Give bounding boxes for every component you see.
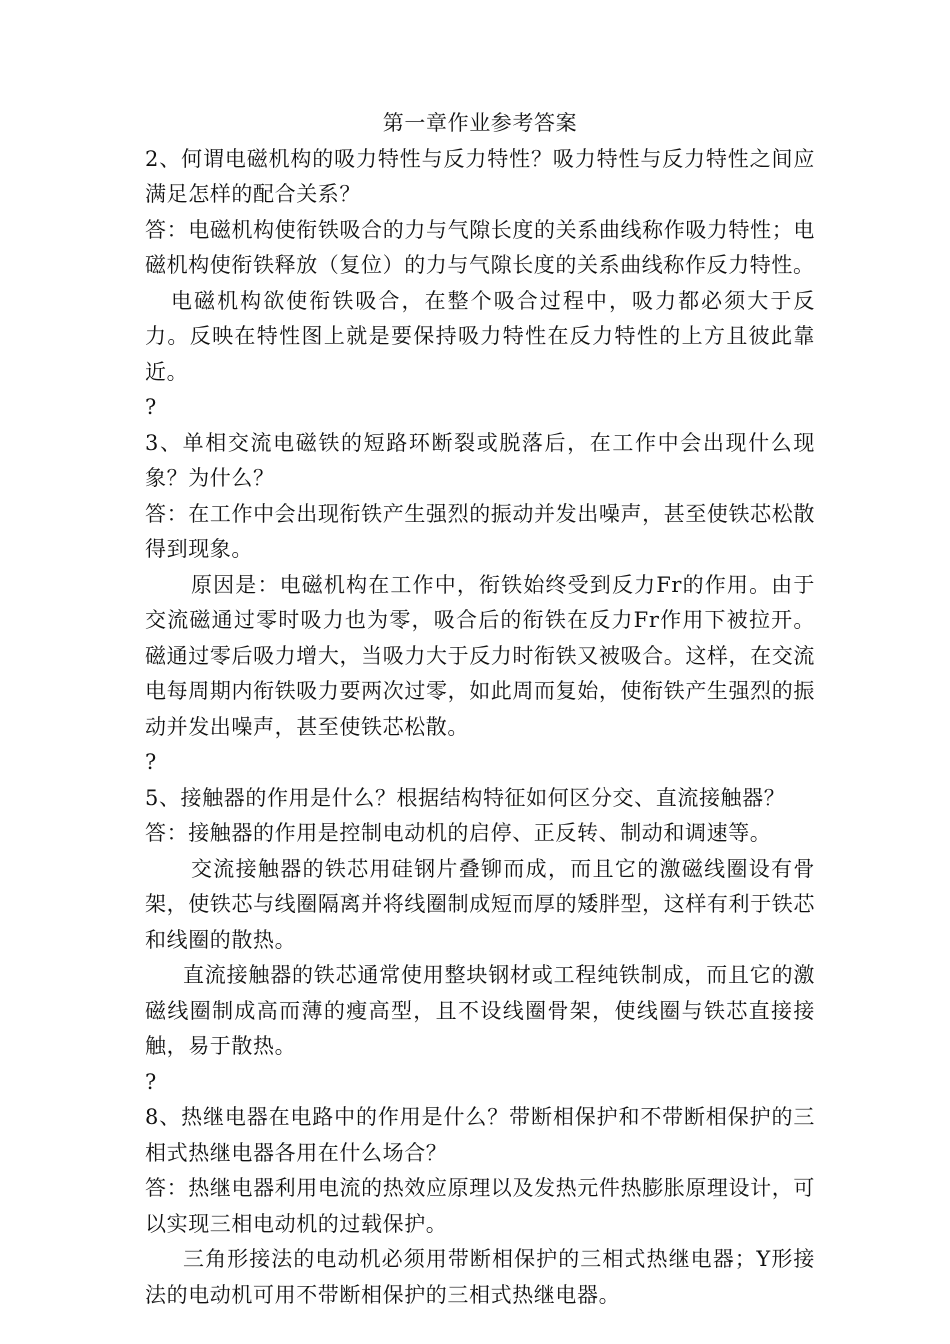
answer-8-paragraph-1: 三角形接法的电动机必须用带断相保护的三相式热继电器；Y形接法的电动机可用不带断相保护的三相式热继电器。 bbox=[145, 1247, 815, 1307]
answer-3: 答：在工作中会出现衔铁产生强烈的振动并发出噪声，甚至使铁芯松散得到现象。 bbox=[145, 501, 815, 561]
answer-8: 答：热继电器利用电流的热效应原理以及发热元件热膨胀原理设计，可以实现三相电动机的过载保护。 bbox=[145, 1176, 815, 1236]
separator-1: ? bbox=[145, 395, 157, 419]
question-2: 2、何谓电磁机构的吸力特性与反力特性？吸力特性与反力特性之间应满足怎样的配合关系？ bbox=[145, 146, 815, 206]
section-q5 bbox=[145, 781, 815, 1101]
document-page bbox=[145, 106, 815, 1313]
question-5: 5、接触器的作用是什么？根据结构特征如何区分交、直流接触器？ bbox=[145, 785, 786, 810]
section-q3 bbox=[145, 426, 815, 781]
section-q8 bbox=[145, 1100, 815, 1313]
answer-5: 答：接触器的作用是控制电动机的启停、正反转、制动和调速等。 bbox=[145, 821, 772, 845]
answer-2: 答：电磁机构使衔铁吸合的力与气隙长度的关系曲线称作吸力特性；电磁机构使衔铁释放（复位）的力与气隙长度的关系曲线称作反力特性。 bbox=[145, 217, 815, 277]
separator-2: ? bbox=[145, 750, 157, 774]
answer-3-paragraph-1: 原因是：电磁机构在工作中，衔铁始终受到反力Fr的作用。由于交流磁通过零时吸力也为零，吸合后的衔铁在反力Fr作用下被拉开。磁通过零后吸力增大，当吸力大于反力时衔铁又被吸合。这样，在交流电每周期内衔铁吸力要两次过零，如此周而复始，使衔铁产生强烈的振动并发出噪声，甚至使铁芯松散。 bbox=[145, 572, 815, 739]
document-title: 第一章作业参考答案 bbox=[382, 111, 578, 135]
answer-5-paragraph-1: 交流接触器的铁芯用硅钢片叠铆而成，而且它的激磁线圈设有骨架，使铁芯与线圈隔离并将线圈制成短而厚的矮胖型，这样有利于铁芯和线圈的散热。 bbox=[145, 856, 815, 952]
answer-5-paragraph-2: 直流接触器的铁芯通常使用整块钢材或工程纯铁制成，而且它的激磁线圈制成高而薄的瘦高型，且不设线圈骨架，使线圈与铁芯直接接触，易于散热。 bbox=[145, 963, 815, 1058]
section-q2 bbox=[145, 142, 815, 426]
question-8: 8、热继电器在电路中的作用是什么？带断相保护和不带断相保护的三相式热继电器各用在什么场合？ bbox=[145, 1105, 815, 1165]
separator-3: ? bbox=[145, 1069, 157, 1094]
answer-2-paragraph-1: 电磁机构欲使衔铁吸合，在整个吸合过程中，吸力都必须大于反力。反映在特性图上就是要保持吸力特性在反力特性的上方且彼此靠近。 bbox=[145, 288, 815, 384]
question-3: 3、单相交流电磁铁的短路环断裂或脱落后，在工作中会出现什么现象？为什么？ bbox=[145, 430, 815, 490]
